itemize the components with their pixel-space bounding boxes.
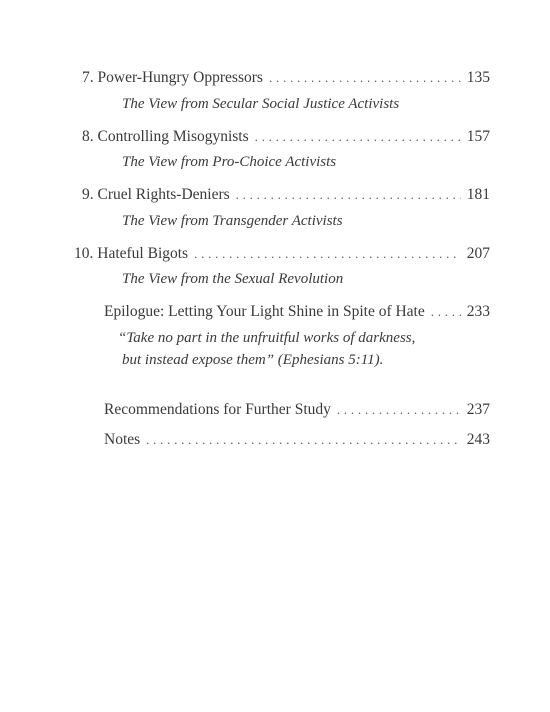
toc-entry-chapter-10[interactable] xyxy=(74,244,490,264)
dot-leader xyxy=(146,430,461,450)
dot-leader xyxy=(337,400,461,420)
page-number: 157 xyxy=(466,128,490,145)
toc-entry-title xyxy=(82,185,230,205)
dot-leader xyxy=(194,244,461,264)
back-matter-title: Notes xyxy=(104,431,141,448)
toc-entry-title xyxy=(82,68,263,88)
chapter-subtitle: The View from Pro-Choice Activists xyxy=(122,154,337,170)
page-number: 233 xyxy=(466,303,490,320)
dot-leader xyxy=(431,302,461,322)
chapter-title: Power-Hungry Oppressors xyxy=(97,69,263,86)
back-matter-title: Recommendations for Further Study xyxy=(104,401,331,418)
chapter-number: 8. xyxy=(82,128,94,145)
toc-entry-title xyxy=(74,244,188,264)
chapter-title: Cruel Rights-Deniers xyxy=(97,186,230,203)
toc-entry-chapter-9[interactable] xyxy=(82,185,490,205)
chapter-number: 7. xyxy=(82,69,94,86)
toc-entry-notes[interactable] xyxy=(104,430,490,450)
epilogue-title: Epilogue: Letting Your Light Shine in Spite of Hate xyxy=(104,303,425,320)
page-number: 243 xyxy=(466,431,490,448)
dot-leader xyxy=(236,185,461,205)
toc-entry-title xyxy=(82,127,249,147)
chapter-number: 10. xyxy=(74,245,94,262)
toc-entry-chapter-8[interactable] xyxy=(82,127,490,147)
chapter-title: Controlling Misogynists xyxy=(97,128,249,145)
toc-entry-recommendations[interactable] xyxy=(104,400,490,420)
page-number: 181 xyxy=(466,186,490,203)
epilogue-quote-line-1: “Take no part in the unfruitful works of darkness, xyxy=(118,330,416,346)
chapter-title: Hateful Bigots xyxy=(97,245,189,262)
page-number: 135 xyxy=(466,69,490,86)
toc-entry-chapter-7[interactable] xyxy=(82,68,490,88)
dot-leader xyxy=(269,68,461,88)
toc-entry-epilogue[interactable] xyxy=(104,302,490,322)
chapter-subtitle: The View from the Sexual Revolution xyxy=(122,271,344,287)
chapter-subtitle: The View from Transgender Activists xyxy=(122,213,343,229)
dot-leader xyxy=(255,127,461,147)
page-number: 207 xyxy=(466,245,490,262)
chapter-number: 9. xyxy=(82,186,94,203)
epilogue-quote-line-2: but instead expose them” (Ephesians 5:11). xyxy=(122,352,384,368)
chapter-subtitle: The View from Secular Social Justice Activists xyxy=(122,96,400,112)
page-number: 237 xyxy=(466,401,490,418)
